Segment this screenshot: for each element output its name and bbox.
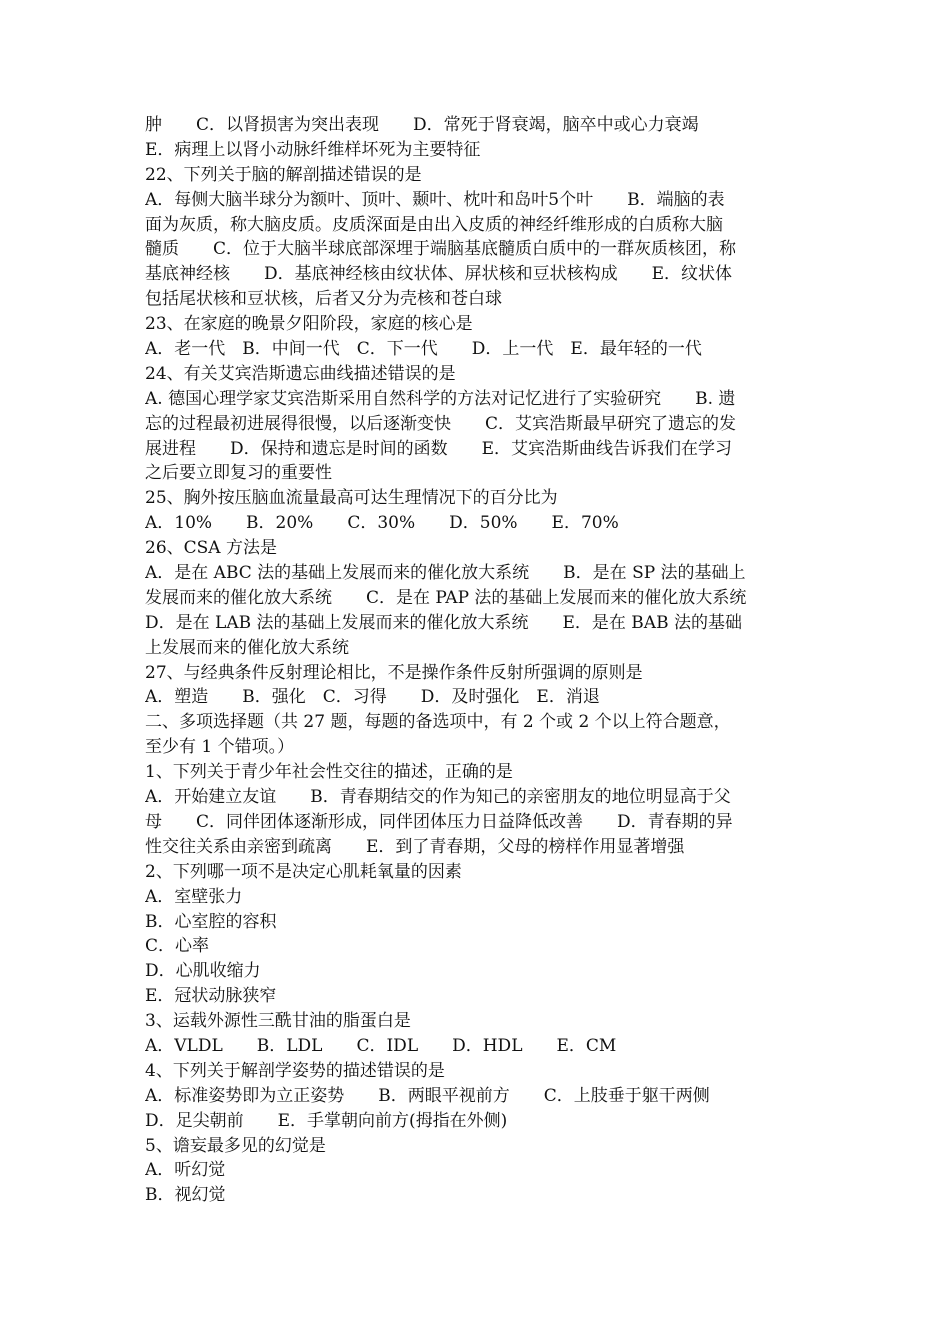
option-line: C．心率 <box>145 936 210 957</box>
option-line: A．室壁张力 <box>145 886 243 907</box>
question-26-stem: 26、CSA 方法是 <box>145 538 277 559</box>
question-24-stem: 24、有关艾宾浩斯遗忘曲线描述错误的是 <box>145 363 456 384</box>
text-line: A．每侧大脑半球分为额叶、顶叶、颞叶、枕叶和岛叶5个叶 B．端脑的表 <box>145 189 725 210</box>
text-line: 肿 C．以肾损害为突出表现 D．常死于肾衰竭，脑卒中或心力衰竭 <box>145 115 699 135</box>
question-22-stem: 22、下列关于脑的解剖描述错误的是 <box>145 164 422 185</box>
document-page <box>145 113 810 1208</box>
question-27-stem: 27、与经典条件反射理论相比，不是操作条件反射所强调的原则是 <box>145 662 643 683</box>
text-line: 母 C．同伴团体逐渐形成，同伴团体压力日益降低改善 D．青春期的异 <box>145 811 733 832</box>
text-line: E．病理上以肾小动脉纤维样坏死为主要特征 <box>145 139 481 160</box>
question-4-stem: 4、下列关于解剖学姿势的描述错误的是 <box>145 1060 445 1081</box>
text-line: 忘的过程最初进展得很慢，以后逐渐变快 C．艾宾浩斯最早研究了遗忘的发 <box>145 413 737 434</box>
option-line: E．冠状动脉狭窄 <box>145 986 277 1007</box>
text-line: 基底神经核 D．基底神经核由纹状体、屏状核和豆状核构成 E．纹状体 <box>145 264 733 285</box>
text-line: A．10% B．20% C．30% D．50% E．70% <box>145 513 619 534</box>
question-23-stem: 23、在家庭的晚景夕阳阶段，家庭的核心是 <box>145 314 473 335</box>
text-line: 发展而来的催化放大系统 C．是在 PAP 法的基础上发展而来的催化放大系统 <box>145 587 747 608</box>
text-line: 髓质 C．位于大脑半球底部深埋于端脑基底髓质白质中的一群灰质核团，称 <box>145 239 737 260</box>
text-line: A．标准姿势即为立正姿势 B．两眼平视前方 C．上肢垂于躯干两侧 <box>145 1085 710 1106</box>
text-line: 之后要立即复习的重要性 <box>145 463 332 484</box>
option-line: B．心室腔的容积 <box>145 911 277 932</box>
text-line: A．是在 ABC 法的基础上发展而来的催化放大系统 B．是在 SP 法的基础上 <box>145 563 746 584</box>
text-line: A．老一代 B．中间一代 C．下一代 D．上一代 E．最年轻的一代 <box>145 339 702 360</box>
text-line: D．足尖朝前 E．手掌朝向前方(拇指在外侧) <box>145 1110 508 1131</box>
section-heading: 二、多项选择题（共 27 题，每题的备选项中，有 2 个或 2 个以上符合题意， <box>145 712 731 733</box>
option-line: D．心肌收缩力 <box>145 961 261 982</box>
text-line: A．塑造 B．强化 C．习得 D．及时强化 E．消退 <box>145 687 600 708</box>
option-line: A．听幻觉 <box>145 1160 226 1181</box>
text-line: A．VLDL B．LDL C．IDL D．HDL E．CM <box>145 1035 617 1056</box>
text-line: A. 德国心理学家艾宾浩斯采用自然科学的方法对记忆进行了实验研究 B. 遗 <box>145 388 736 409</box>
text-line: D．是在 LAB 法的基础上发展而来的催化放大系统 E．是在 BAB 法的基础 <box>145 612 742 633</box>
question-5-stem: 5、谵妄最多见的幻觉是 <box>145 1135 326 1156</box>
question-25-stem: 25、胸外按压脑血流量最高可达生理情况下的百分比为 <box>145 488 558 509</box>
option-line: B．视幻觉 <box>145 1185 226 1206</box>
text-line: 展进程 D．保持和遗忘是时间的函数 E．艾宾浩斯曲线告诉我们在学习 <box>145 438 733 459</box>
text-line: A．开始建立友谊 B．青春期结交的作为知己的亲密朋友的地位明显高于父 <box>145 787 731 808</box>
text-line: 面为灰质，称大脑皮质。皮质深面是由出入皮质的神经纤维形成的白质称大脑 <box>145 214 723 235</box>
section-heading: 至少有 1 个错项。） <box>145 737 295 758</box>
text-line: 包括尾状核和豆状核，后者又分为壳核和苍白球 <box>145 289 502 310</box>
question-1-stem: 1、下列关于青少年社会性交往的描述，正确的是 <box>145 762 513 783</box>
question-3-stem: 3、运载外源性三酰甘油的脂蛋白是 <box>145 1011 411 1032</box>
question-2-stem: 2、下列哪一项不是决定心肌耗氧量的因素 <box>145 861 462 882</box>
text-line: 上发展而来的催化放大系统 <box>145 637 349 658</box>
text-line: 性交往关系由亲密到疏离 E．到了青春期，父母的榜样作用显著增强 <box>145 836 685 857</box>
